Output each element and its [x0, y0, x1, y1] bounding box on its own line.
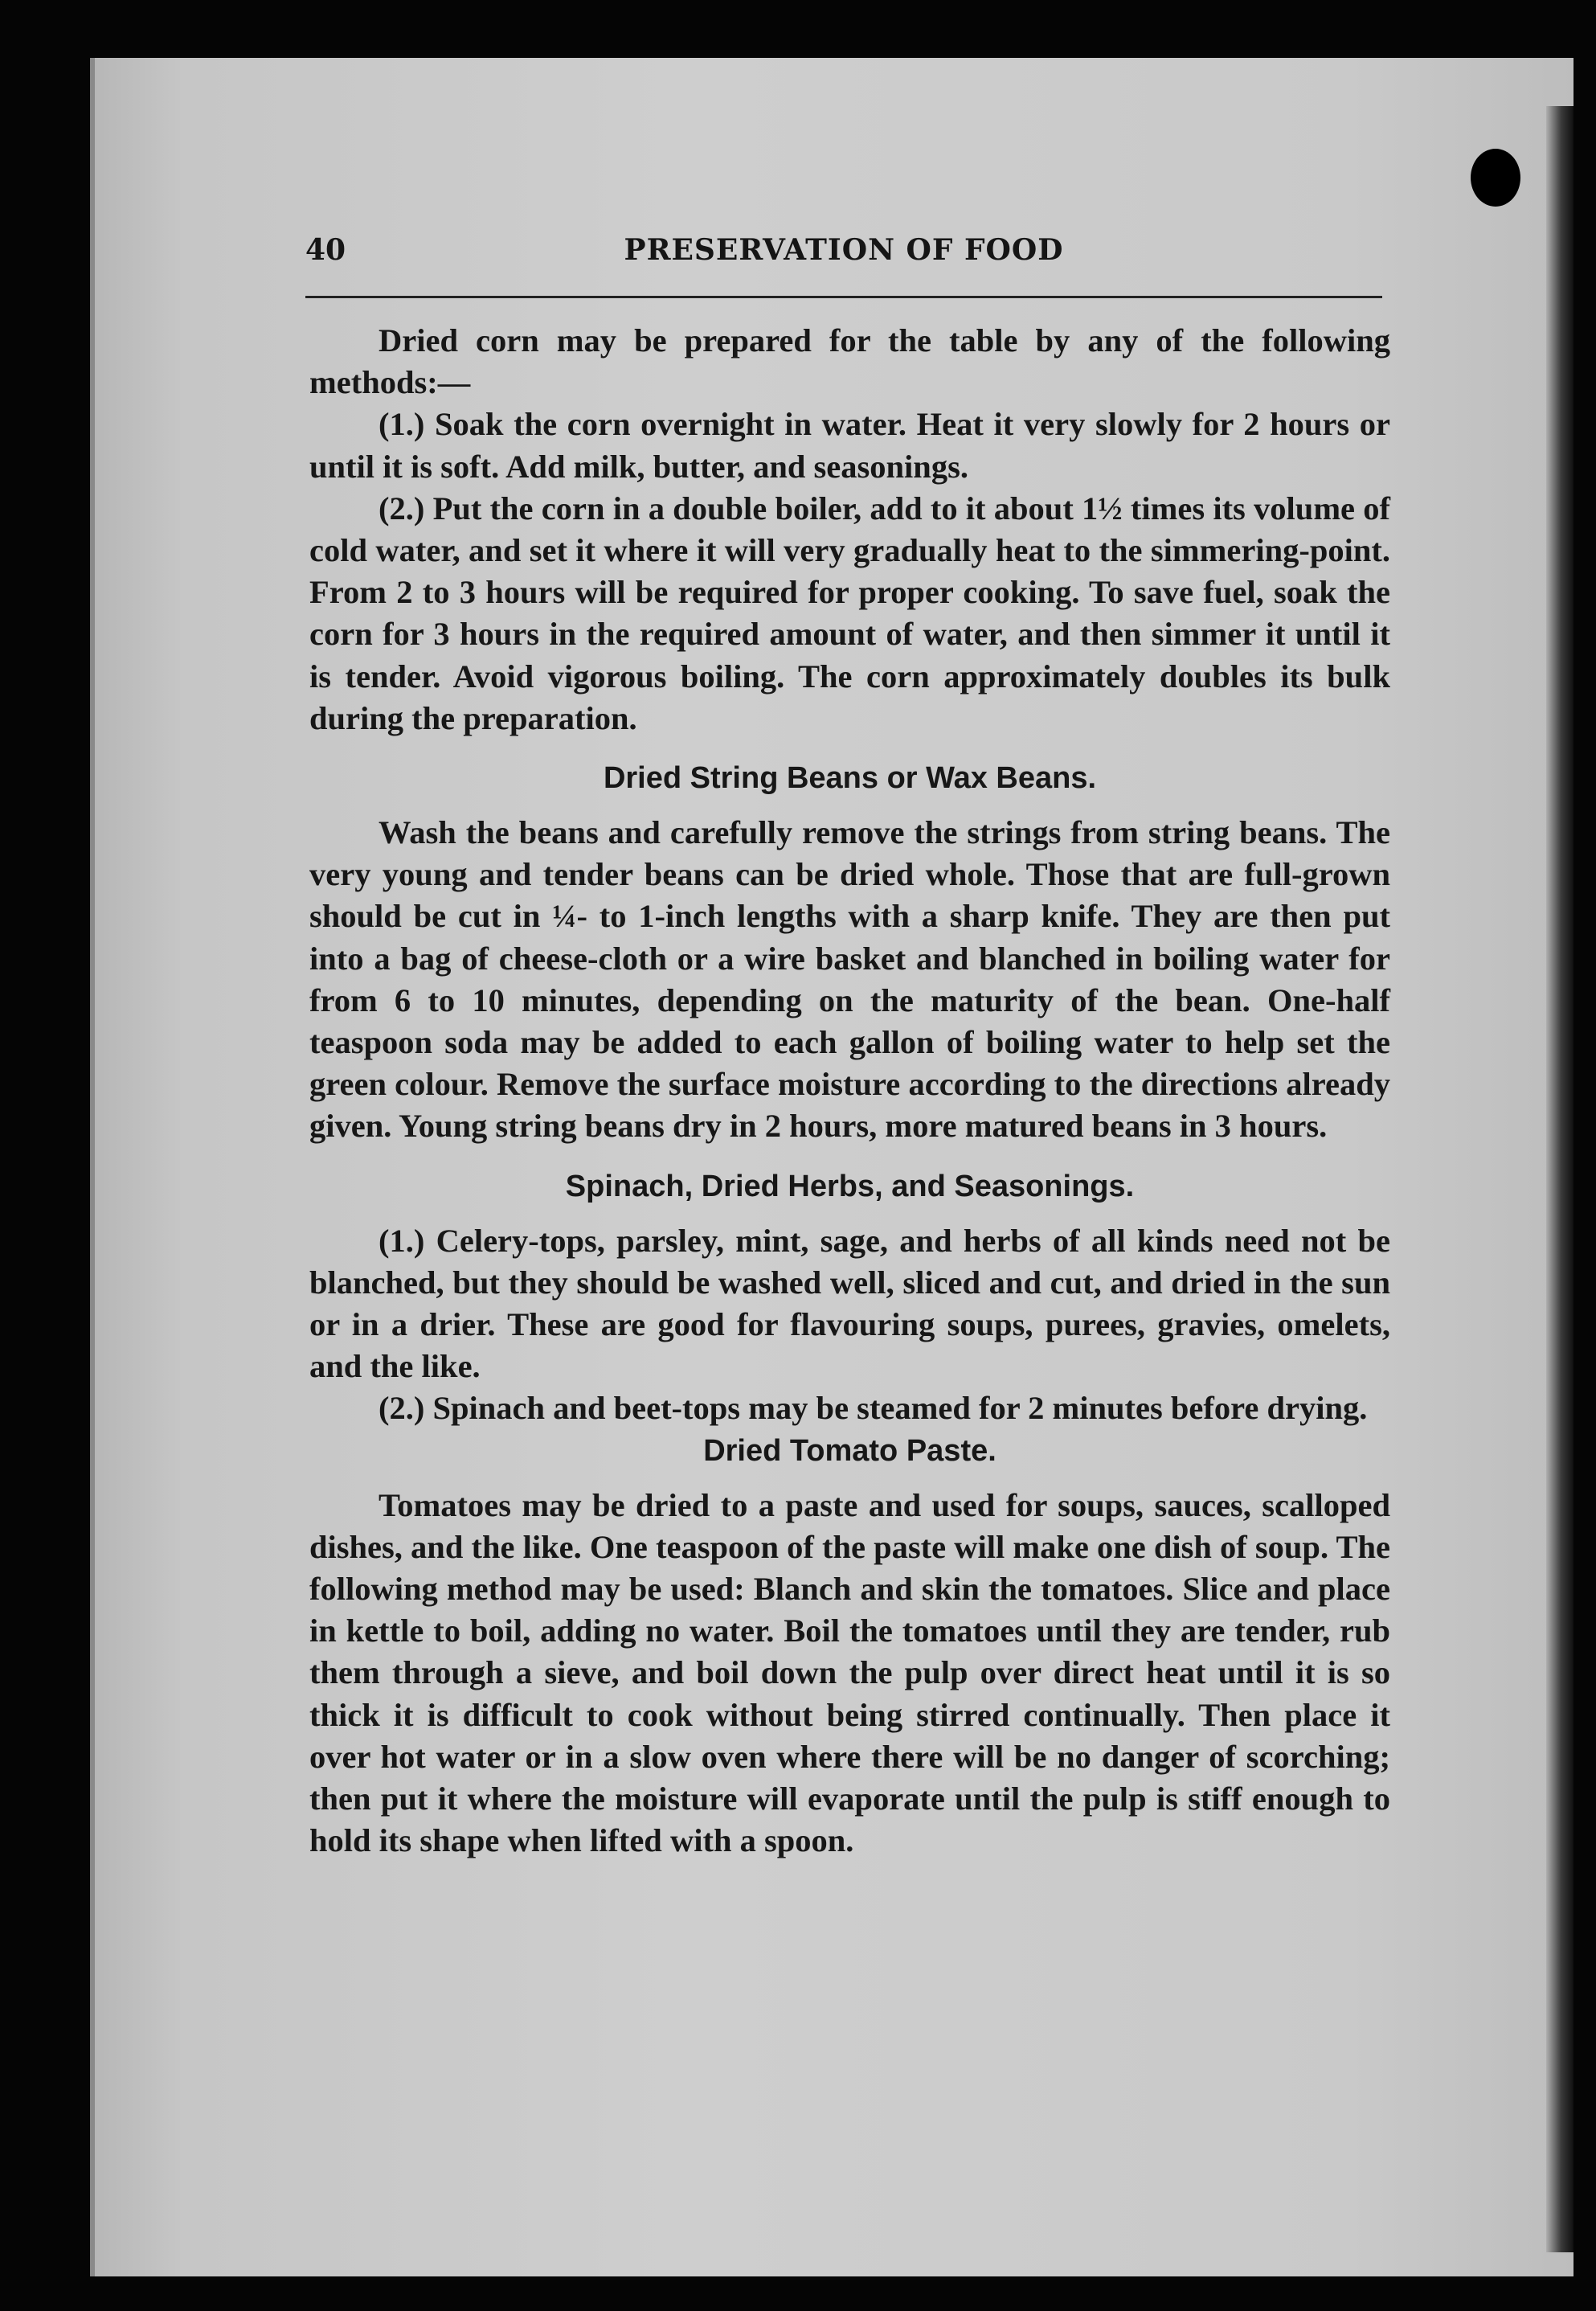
page-number: 40 — [305, 233, 346, 267]
spinach-item-1: (1.) Celery-tops, parsley, mint, sage, and herbs of all kinds need not be blanched, but they should be washed well, sliced and cut, and dried in the sun or in a drier. These are good for flavouring soups, purees, gravies, omelets, and the like. — [309, 1222, 1390, 1385]
spinach-item-2: (2.) Spinach and beet-tops may be steamed for 2 minutes before drying. — [379, 1390, 1368, 1427]
header-rule — [305, 296, 1382, 298]
spinach-heading: Spinach, Dried Herbs, and Seasonings. — [565, 1169, 1135, 1203]
beans-heading: Dried String Beans or Wax Beans. — [603, 761, 1097, 796]
corn-method-2: (2.) Put the corn in a double boiler, add to it about 1½ times its volume of cold water, and set it where it will very gradually heat to the simmering-point. From 2 to 3 hours will be required for proper cooking. To save fuel, soak the corn for 3 hours in the required amount of water, and then simmer it until it is tender. Avoid vigorous boiling. The corn approximately doubles its bulk during the preparation. — [309, 490, 1390, 736]
beans-paragraph: Wash the beans and carefully remove the strings from string beans. The very young and tender beans can be dried whole. Those that are full-grown should be cut in ¼- to 1-inch lengths with a sharp knife. They are then put into a bag of cheese-cloth or a wire basket and blanched in boiling water for from 6 to 10 minutes, depending on the maturity of the bean. One-half teaspoon soda may be added to each gallon of boiling water to help set the green colour. Remove the surface moisture according to the directions already given. Young string beans dry in 2 hours, more matured beans in 3 hours. — [309, 814, 1390, 1145]
page-spine-shadow — [1546, 106, 1573, 2252]
corn-method-1: (1.) Soak the corn overnight in water. Heat it very slowly for 2 hours or until it is soft. Add milk, butter, and seasonings. — [309, 406, 1390, 485]
page-body — [309, 320, 1390, 1862]
tomato-paragraph: Tomatoes may be dried to a paste and used for soups, sauces, scalloped dishes, and the like. One teaspoon of the paste will make one dish of soup. The following method may be used: Blanch and skin the tomatoes. Slice and place in kettle to boil, adding no water. Boil the tomatoes until they are tender, rub them through a sieve, and boil down the pulp over direct heat until it is so thick it is difficult to cook without being stirred continually. Then place it over hot water or in a slow oven where there will be no danger of scorching; then put it where the moisture will evaporate until the pulp is stiff enough to hold its shape when lifted with a spoon. — [309, 1486, 1390, 1859]
punch-hole-icon — [1471, 149, 1520, 207]
tomato-heading: Dried Tomato Paste. — [703, 1433, 996, 1468]
running-head: PRESERVATION OF FOOD — [624, 233, 1064, 267]
page-header — [305, 233, 1382, 272]
corn-intro: Dried corn may be prepared for the table by any of the following methods:— — [309, 322, 1390, 401]
